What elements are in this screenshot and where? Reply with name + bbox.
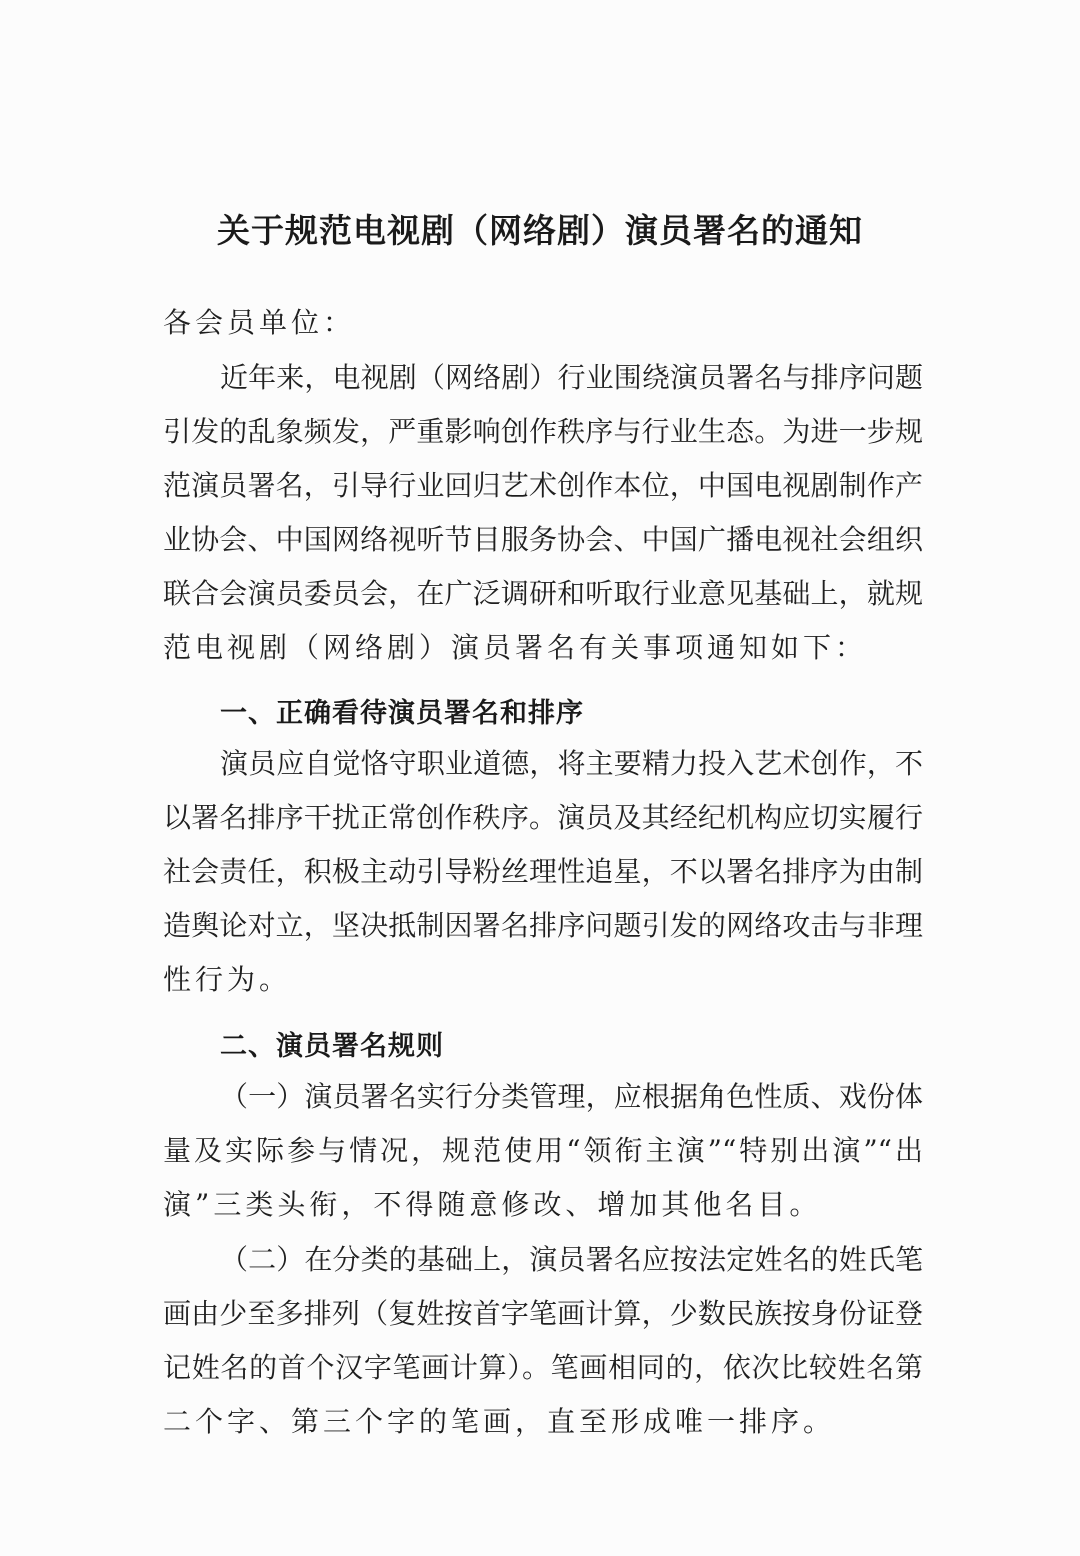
section-1-line-2: 以署名排序干扰正常创作秩序。演员及其经纪机构应切实履行 <box>163 801 923 834</box>
section-2-item-2-line-3: 记姓名的首个汉字笔画计算）。笔画相同的，依次比较姓名第 <box>163 1351 923 1384</box>
section-2-item-1-line-1: （一）演员署名实行分类管理，应根据角色性质、戏份体 <box>220 1080 923 1113</box>
section-1-line-4: 造舆论对立，坚决抵制因署名排序问题引发的网络攻击与非理 <box>163 909 923 942</box>
intro-line-5: 联合会演员委员会，在广泛调研和听取行业意见基础上，就规 <box>163 577 923 610</box>
section-2-item-2-line-4: 二个字、第三个字的笔画，直至形成唯一排序。 <box>163 1405 836 1438</box>
intro-line-1: 近年来，电视剧（网络剧）行业围绕演员署名与排序问题 <box>220 361 923 394</box>
section-2-item-2-line-1: （二）在分类的基础上，演员署名应按法定姓名的姓氏笔 <box>220 1243 923 1276</box>
intro-line-6: 范电视剧（网络剧）演员署名有关事项通知如下： <box>163 631 868 664</box>
salutation: 各会员单位： <box>163 306 356 339</box>
section-2-heading: 二、演员署名规则 <box>220 1031 444 1062</box>
section-1-heading: 一、正确看待演员署名和排序 <box>220 698 584 729</box>
section-1-line-5: 性行为。 <box>163 963 292 996</box>
section-2-item-1-line-3: 演”三类头衔，不得随意修改、增加其他名目。 <box>163 1188 822 1221</box>
section-1-line-3: 社会责任，积极主动引导粉丝理性追星，不以署名排序为由制 <box>163 855 923 888</box>
document-title: 关于规范电视剧（网络剧）演员署名的通知 <box>217 211 863 250</box>
section-2-item-2-line-2: 画由少至多排列（复姓按首字笔画计算，少数民族按身份证登 <box>163 1297 923 1330</box>
intro-line-3: 范演员署名，引导行业回归艺术创作本位，中国电视剧制作产 <box>163 469 923 502</box>
section-1-line-1: 演员应自觉恪守职业道德，将主要精力投入艺术创作，不 <box>220 747 923 780</box>
intro-line-2: 引发的乱象频发，严重影响创作秩序与行业生态。为进一步规 <box>163 415 923 448</box>
intro-line-4: 业协会、中国网络视听节目服务协会、中国广播电视社会组织 <box>163 523 923 556</box>
section-2-item-1-line-2: 量及实际参与情况，规范使用“领衔主演”“特别出演”“出 <box>163 1134 923 1167</box>
